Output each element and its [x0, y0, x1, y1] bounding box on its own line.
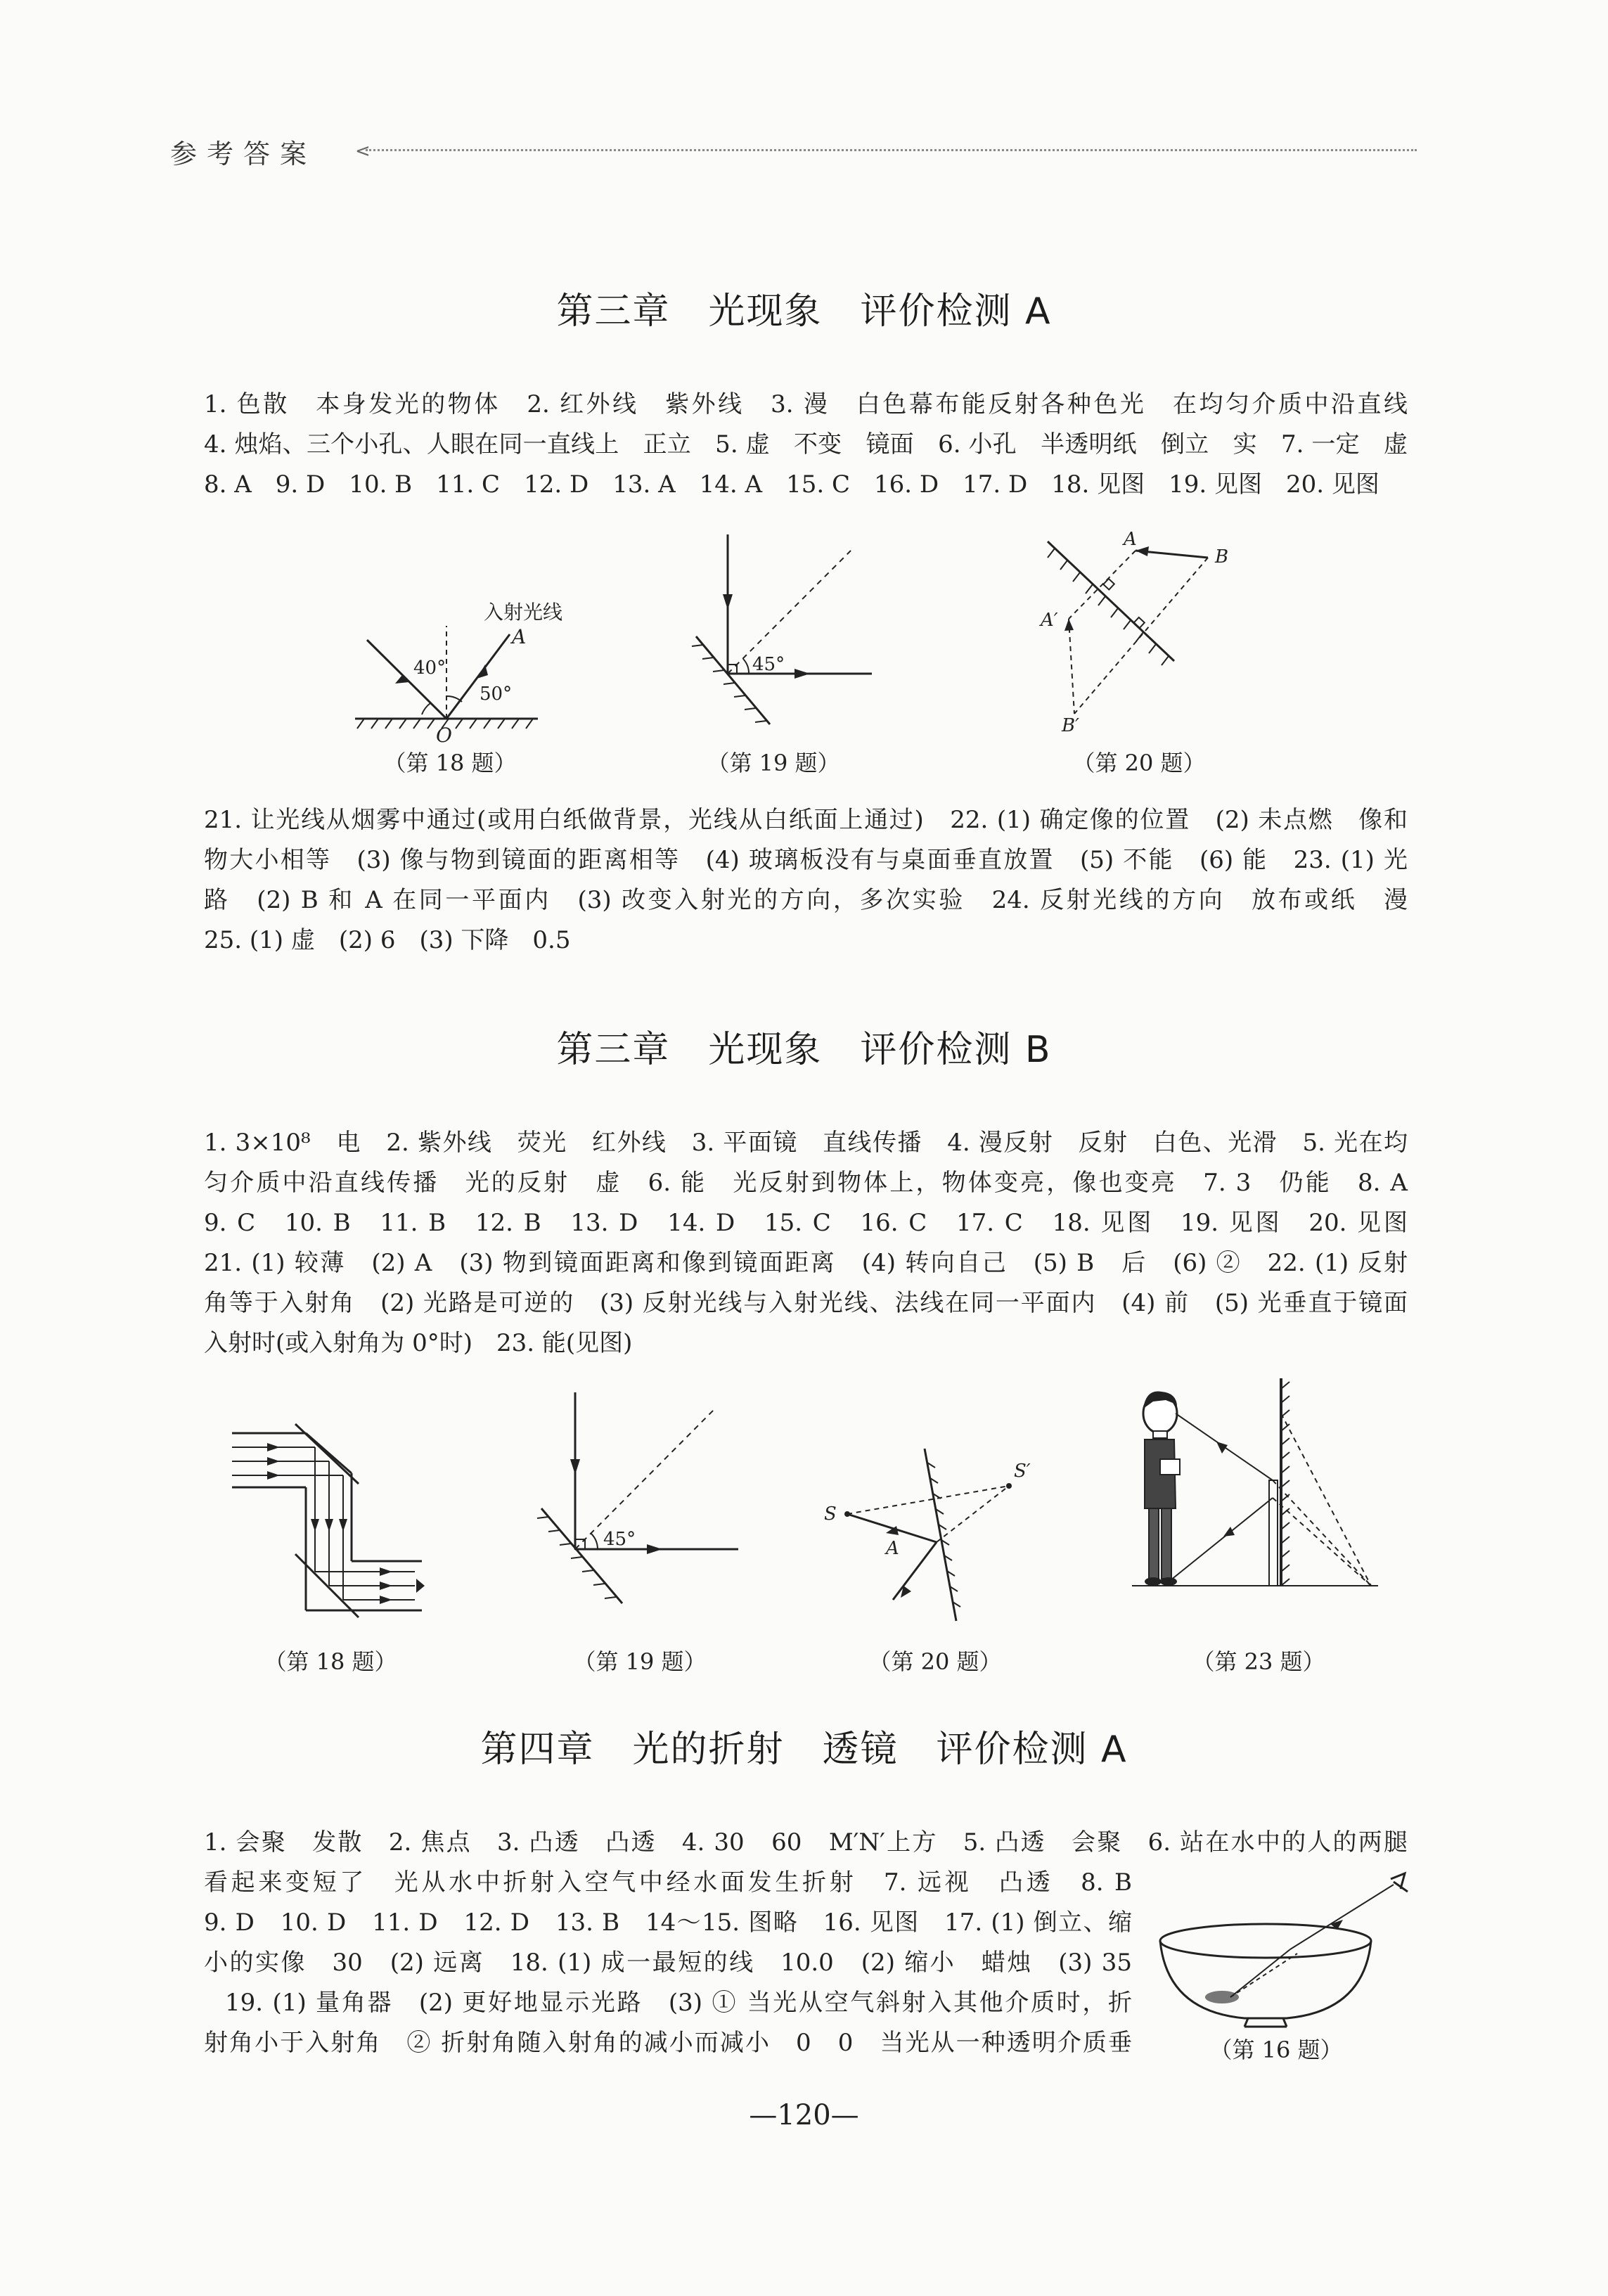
- answer-line: 9. D 10. D 11. D 12. D 13. B 14～15. 图略 16. 见图 17. (1) 倒立、缩: [204, 1909, 1132, 1937]
- figure-caption: （第 23 题）: [1192, 1648, 1325, 1675]
- answer-line: 匀介质中沿直线传播 光的反射 虚 6. 能 光反射到物体上，物体变亮，像也变亮 7. 3 仍能 8. A: [204, 1169, 1408, 1197]
- angle-40-label: 40°: [413, 658, 446, 679]
- header-arrow-icon: <: [355, 141, 371, 162]
- figure-18-periscope: [225, 1420, 436, 1631]
- point-a-label: A: [886, 1538, 899, 1559]
- answer-line: 19. (1) 量角器 (2) 更好地显示光路 (3) ① 当光从空气斜射入其他介质时，折: [225, 1989, 1132, 2017]
- section-title-3a: 第三章 光现象 评价检测 A: [556, 290, 1052, 333]
- figure-20-virtual-image: [816, 1445, 1048, 1628]
- figure-caption: （第 20 题）: [868, 1648, 1002, 1675]
- figure-caption: （第 18 题）: [264, 1648, 397, 1675]
- answer-line: 看起来变短了 光从水中折射入空气中经水面发生折射 7. 远视 凸透 8. B: [204, 1868, 1132, 1897]
- figure-caption: （第 16 题）: [1209, 2037, 1343, 2063]
- answer-line: 9. C 10. B 11. B 12. B 13. D 14. D 15. C 16. C 17. C 18. 见图 19. 见图 20. 见图: [204, 1209, 1408, 1237]
- header-divider: [366, 149, 1417, 151]
- figure-23-person-mirror: [1132, 1375, 1385, 1635]
- figure-caption: （第 20 题）: [1072, 750, 1206, 776]
- point-b-image-label: B′: [1062, 715, 1080, 736]
- point-b-label: B: [1215, 546, 1229, 567]
- point-a-image-label: A′: [1041, 610, 1058, 631]
- eye-icon: [416, 1579, 425, 1593]
- figure-19-mirror-45: [661, 531, 893, 735]
- answer-line: 小的实像 30 (2) 远离 18. (1) 成一最短的线 10.0 (2) 缩小 蜡烛 (3) 35: [204, 1949, 1132, 1977]
- point-s-label: S: [824, 1503, 837, 1525]
- answer-line: 21. (1) 较薄 (2) A (3) 物到镜面距离和像到镜面距离 (4) 转向自己 (5) B 后 (6) ② 22. (1) 反射: [204, 1249, 1408, 1277]
- answer-line: 1. 会聚 发散 2. 焦点 3. 凸透 凸透 4. 30 60 M′N′上方 5. 凸透 会聚 6. 站在水中的人的两腿: [204, 1828, 1408, 1856]
- answer-line: 物大小相等 (3) 像与物到镜面的距离相等 (4) 玻璃板没有与桌面垂直放置 (5) 不能 (6) 能 23. (1) 光: [204, 846, 1408, 874]
- angle-45-label: 45°: [603, 1529, 636, 1550]
- figure-20-image-construction: [1027, 531, 1237, 735]
- figure-caption: （第 19 题）: [707, 750, 840, 776]
- angle-50-label: 50°: [480, 684, 513, 705]
- figure-19-mirror-45: [506, 1389, 759, 1621]
- page-header: 参考答案: [170, 139, 317, 169]
- point-o-label: O: [436, 724, 452, 747]
- eye-icon: [1391, 1873, 1408, 1892]
- figure-caption: （第 18 题）: [383, 750, 517, 776]
- figure-18-reflection: [352, 584, 563, 747]
- person-icon: [1143, 1392, 1180, 1586]
- section-title-4a: 第四章 光的折射 透镜 评价检测 A: [480, 1729, 1128, 1771]
- page-number: —120—: [749, 2099, 859, 2131]
- answer-line: 25. (1) 虚 (2) 6 (3) 下降 0.5: [204, 926, 571, 954]
- answer-line: 入射时(或入射角为 0°时) 23. 能(见图): [204, 1329, 633, 1357]
- answer-line: 路 (2) B 和 A 在同一平面内 (3) 改变入射光的方向，多次实验 24. 反射光线的方向 放布或纸 漫: [204, 886, 1408, 914]
- answer-line: 射角小于入射角 ② 折射角随入射角的减小而减小 0 0 当光从一种透明介质垂: [204, 2029, 1132, 2057]
- figure-caption: （第 19 题）: [573, 1648, 707, 1675]
- answer-line: 4. 烛焰、三个小孔、人眼在同一直线上 正立 5. 虚 不变 镜面 6. 小孔 半透明纸 倒立 实 7. 一定 虚: [204, 430, 1408, 458]
- incident-ray-label: 入射光线: [484, 601, 563, 624]
- section-title-3b: 第三章 光现象 评价检测 B: [556, 1029, 1052, 1071]
- answer-line: 21. 让光线从烟雾中通过(或用白纸做背景，光线从白纸面上通过) 22. (1) 确定像的位置 (2) 未点燃 像和: [204, 806, 1408, 834]
- angle-45-label: 45°: [752, 654, 785, 675]
- figure-16-bowl-refraction: [1146, 1871, 1427, 2032]
- answer-line: 1. 3×10⁸ 电 2. 紫外线 荧光 红外线 3. 平面镜 直线传播 4. 漫反射 反射 白色、光滑 5. 光在均: [204, 1129, 1408, 1157]
- answer-line: 8. A 9. D 10. B 11. C 12. D 13. A 14. A 15. C 16. D 17. D 18. 见图 19. 见图 20. 见图: [204, 470, 1379, 499]
- answer-line: 角等于入射角 (2) 光路是可逆的 (3) 反射光线与入射光线、法线在同一平面内 (4) 前 (5) 光垂直于镜面: [204, 1289, 1408, 1317]
- point-a-label: A: [1124, 529, 1137, 550]
- point-a-label: A: [512, 625, 527, 648]
- point-s-image-label: S′: [1014, 1461, 1031, 1482]
- answer-line: 1. 色散 本身发光的物体 2. 红外线 紫外线 3. 漫 白色幕布能反射各种色光 在均匀介质中沿直线: [204, 390, 1408, 418]
